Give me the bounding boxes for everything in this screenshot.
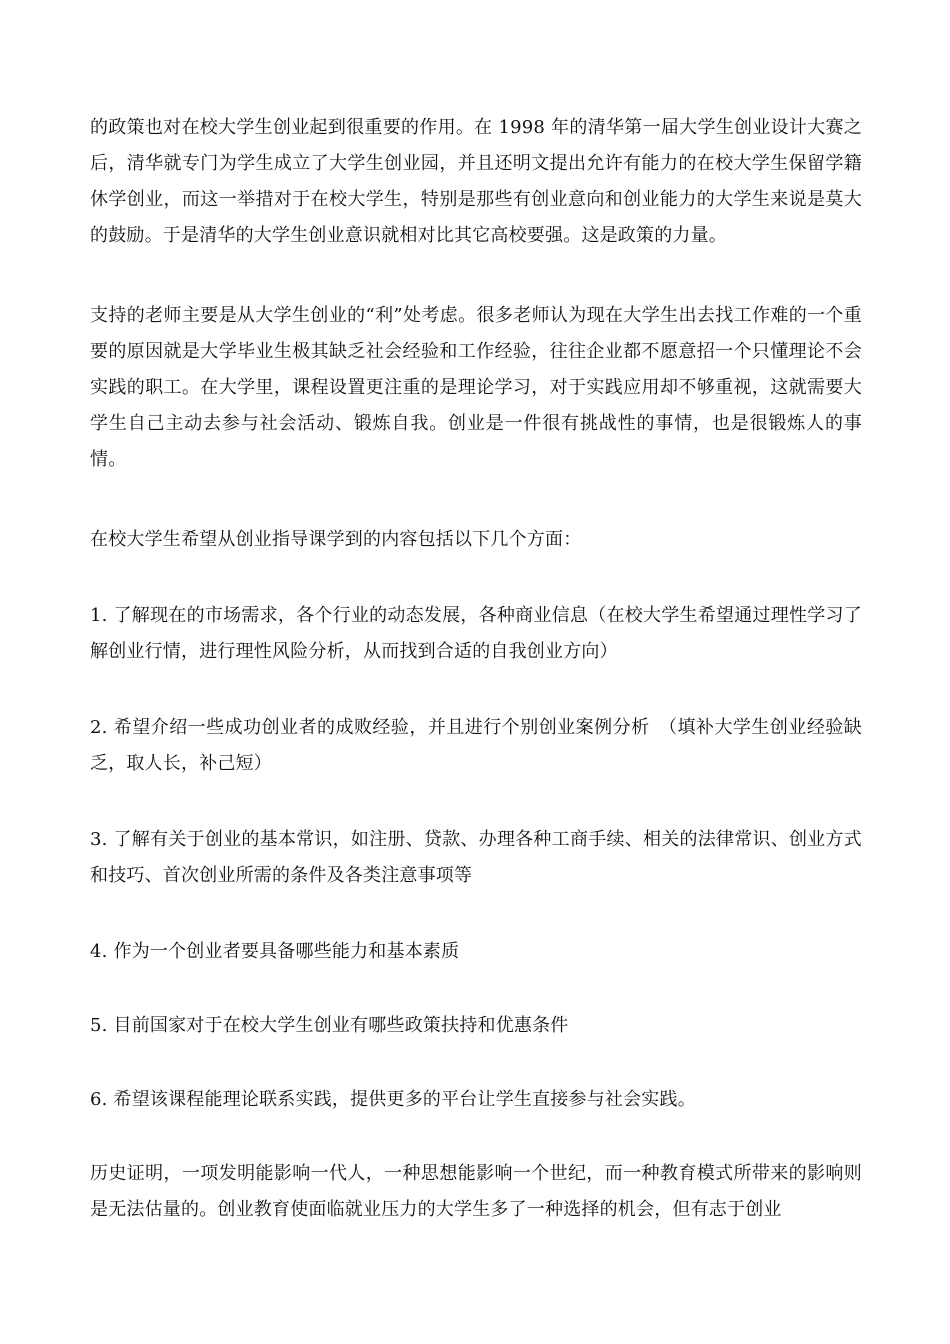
list-item-market-needs: 1. 了解现在的市场需求，各个行业的动态发展，各种商业信息（在校大学生希望通过理性学习了解创业行情，进行理性风险分析，从而找到合适的自我创业方向） [90,605,862,662]
list-item-practice: 6. 希望该课程能理论联系实践，提供更多的平台让学生直接参与社会实践。 [90,1089,696,1110]
list-item-case-analysis: 2. 希望介绍一些成功创业者的成败经验，并且进行个别创业案例分析 （填补大学生创业经验缺乏，取人长，补己短） [90,717,862,774]
paragraph-history-proof: 历史证明，一项发明能影响一代人，一种思想能影响一个世纪，而一种教育模式所带来的影响则是无法估量的。创业教育使面临就业压力的大学生多了一种选择的机会，但有志于创业 [90,1163,862,1220]
paragraph-teacher-support: 支持的老师主要是从大学生创业的“利”处考虑。很多老师认为现在大学生出去找工作难的一个重要的原因就是大学毕业生极其缺乏社会经验和工作经验，往往企业都不愿意招一个只懂理论不会实践的职工。在大学里，课程设置更注重的是理论学习，对于实践应用却不够重视，这就需要大学生自己主动去参与社会活动、锻炼自我。创业是一件很有挑战性的事情，也是很锻炼人的事情。 [90,305,862,470]
list-item-basic-knowledge: 3. 了解有关于创业的基本常识，如注册、贷款、办理各种工商手续、相关的法律常识、创业方式和技巧、首次创业所需的条件及各类注意事项等 [90,829,862,886]
list-item-policy-support: 5. 目前国家对于在校大学生创业有哪些政策扶持和优惠条件 [90,1015,569,1036]
paragraph-course-intro: 在校大学生希望从创业指导课学到的内容包括以下几个方面： [90,529,582,550]
paragraph-policy-role: 的政策也对在校大学生创业起到很重要的作用。在 1998 年的清华第一届大学生创业设计大赛之后，清华就专门为学生成立了大学生创业园，并且还明文提出允许有能力的在校大学生保留学籍休学创业，而这一举措对于在校大学生，特别是那些有创业意向和创业能力的大学生来说是莫大的鼓励。于是清华的大学生创业意识就相对比其它高校要强。这是政策的力量。 [90,117,862,246]
list-item-abilities: 4. 作为一个创业者要具备哪些能力和基本素质 [90,941,460,962]
